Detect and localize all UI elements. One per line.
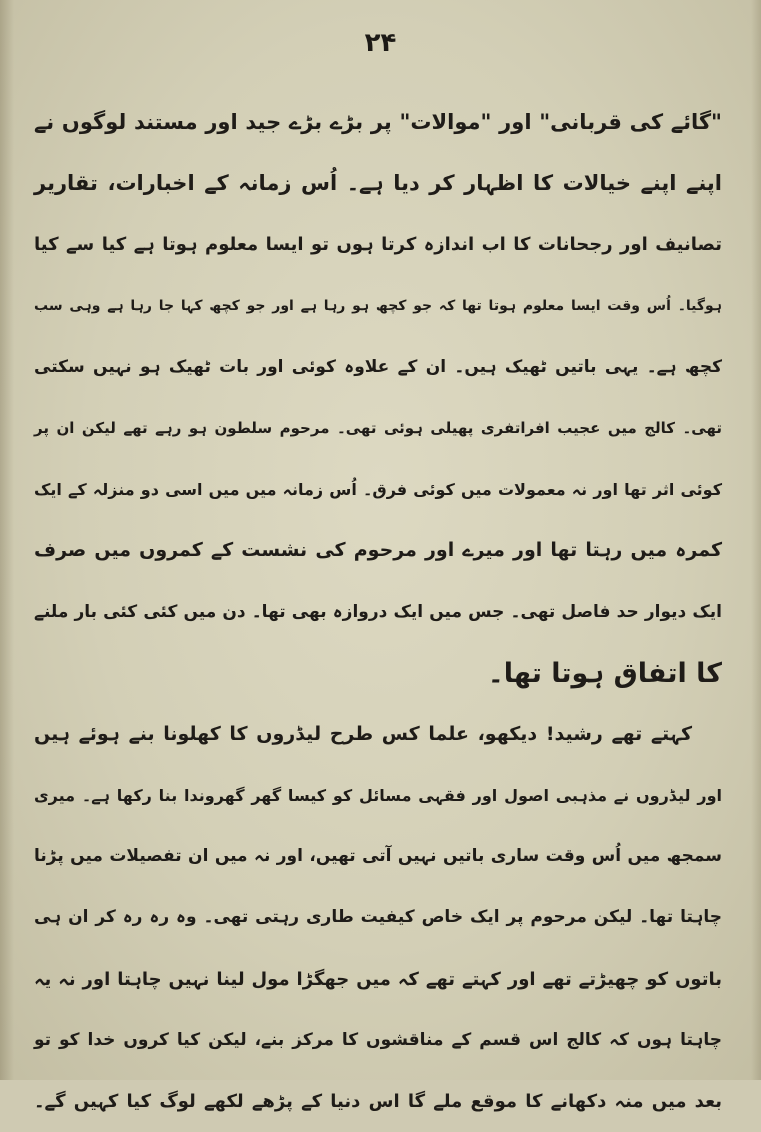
text-line: اپنے اپنے خیالات کا اظہار کر دیا ہے۔ اُس زمانہ کے اخبارات، تقاریر <box>34 171 722 196</box>
text-line: کمرہ میں رہتا تھا اور میرے اور مرحوم کی نشست کے کمروں میں صرف <box>34 539 722 562</box>
text-line: تصانیف اور رجحانات کا اب اندازہ کرتا ہوں تو ایسا معلوم ہوتا ہے کیا سے کیا <box>34 234 722 256</box>
text-line: چاہتا تھا۔ لیکن مرحوم پر ایک خاص کیفیت طاری رہتی تھی۔ وہ رہ رہ کر ان ہی <box>34 907 722 928</box>
text-line: چاہتا ہوں کہ کالج اس قسم کے مناقشوں کا مرکز بنے، لیکن کیا کروں خدا کو تو <box>34 1029 722 1050</box>
text-line: ایک دیوار حد فاصل تھی۔ جس میں ایک دروازہ بھی تھا۔ دن میں کئی کئی بار ملنے <box>34 601 722 622</box>
text-line: کوئی اثر تھا اور نہ معمولات میں کوئی فرق۔ اُس زمانہ میں میں اسی دو منزلہ کے ایک <box>34 480 722 500</box>
text-line: سمجھ میں اُس وقت ساری باتیں نہیں آتی تھیں، اور نہ میں ان تفصیلات میں پڑنا <box>34 846 722 867</box>
text-line: بعد میں منہ دکھانے کا موقع ملے گا اس دنیا کے پڑھے لکھے لوگ کیا کہیں گے۔ <box>34 1091 722 1112</box>
text-line: ہوگیا۔ اُس وقت ایسا معلوم ہوتا تھا کہ جو کچھ ہو رہا ہے اور جو کچھ کہا جا رہا ہے وہی سب <box>34 297 722 314</box>
paragraph-start-line: کہتے تھے رشید! دیکھو، علما کس طرح لیڈروں کا کھلونا بنے ہوئے ہیں <box>34 722 692 745</box>
text-line: کچھ ہے۔ یہی باتیں ٹھیک ہیں۔ ان کے علاوہ کوئی اور بات ٹھیک ہو نہیں سکتی <box>34 356 722 377</box>
paragraph-end-line: کا اتفاق ہوتا تھا۔ <box>487 657 722 689</box>
text-line: "گائے کی قربانی" اور "موالات" پر بڑے بڑے جید اور مستند لوگوں نے <box>34 110 722 134</box>
text-line: تھی۔ کالج میں عجیب افراتفری پھیلی ہوئی تھی۔ مرحوم سلطون ہو رہے تھے لیکن ان پر <box>34 418 722 437</box>
urdu-text-body <box>34 92 722 1132</box>
page-number: ۲۴ <box>364 28 397 58</box>
text-line: باتوں کو چھیڑتے تھے اور کہتے تھے کہ میں جھگڑا مول لینا نہیں چاہتا اور نہ یہ <box>34 968 722 990</box>
text-line: اور لیڈروں نے مذہبی اصول اور فقہی مسائل کو کیسا گھر گھروندا بنا رکھا ہے۔ میری <box>34 786 722 806</box>
